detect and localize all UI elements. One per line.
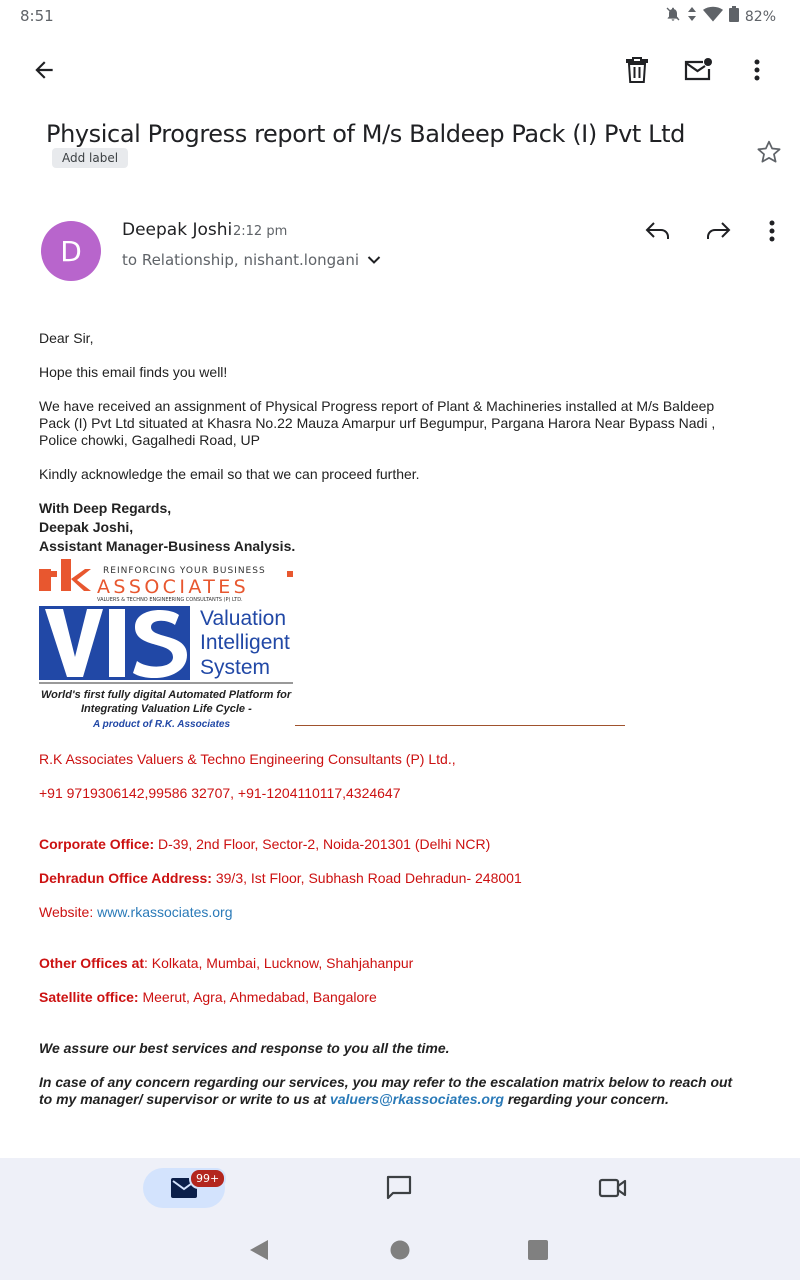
status-bar bbox=[0, 0, 800, 32]
more-vert-icon bbox=[769, 220, 775, 242]
battery-level: 82% bbox=[744, 8, 776, 25]
video-camera-icon bbox=[598, 1177, 628, 1199]
bottom-navigation bbox=[0, 1158, 800, 1220]
reply-button[interactable] bbox=[638, 211, 678, 251]
concern-email-link[interactable]: valuers@rkassociates.org bbox=[329, 1091, 504, 1107]
forward-button[interactable] bbox=[698, 211, 738, 251]
rk-tagline: REINFORCING YOUR BUSINESS bbox=[103, 566, 266, 576]
email-subject bbox=[46, 120, 746, 171]
signature-regards: With Deep Regards, bbox=[39, 500, 172, 516]
website-link[interactable]: www.rkassociates.org bbox=[97, 904, 233, 920]
dehradun-office-value: 39/3, Ist Floor, Subhash Road Dehradun- 248001 bbox=[211, 870, 522, 886]
chat-icon bbox=[385, 1174, 413, 1202]
dehradun-office-label: Dehradun Office Address: bbox=[39, 870, 212, 886]
email-body bbox=[39, 330, 739, 1125]
system-back-button[interactable] bbox=[247, 1238, 271, 1262]
website-label: Website: bbox=[39, 904, 98, 920]
assurance-text: We assure our best services and response to you all the time. bbox=[39, 1040, 450, 1056]
status-icons bbox=[665, 6, 776, 27]
satellite-office-value: Meerut, Agra, Ahmedabad, Bangalore bbox=[138, 989, 377, 1005]
chevron-down-icon bbox=[367, 255, 381, 265]
recipients-toggle[interactable] bbox=[122, 251, 381, 269]
system-navigation bbox=[0, 1220, 800, 1280]
other-offices-value: : Kolkata, Mumbai, Lucknow, Shahjahanpur bbox=[144, 955, 414, 971]
status-time: 8:51 bbox=[20, 7, 54, 25]
spacer bbox=[39, 938, 739, 955]
battery-icon bbox=[729, 6, 739, 27]
star-outline-icon bbox=[756, 139, 782, 165]
vis-line-3: System bbox=[200, 656, 271, 679]
recipients-text: to Relationship, nishant.longani bbox=[122, 251, 360, 269]
forward-icon bbox=[705, 221, 731, 241]
spacer bbox=[39, 819, 739, 836]
concern-post: regarding your concern. bbox=[503, 1091, 669, 1107]
sent-time: 2:12 pm bbox=[233, 224, 288, 239]
mark-unread-icon bbox=[683, 57, 713, 83]
dehradun-office bbox=[39, 870, 739, 887]
data-arrows-icon bbox=[687, 6, 697, 27]
add-label-chip[interactable]: Add label bbox=[52, 148, 128, 168]
sender-name: Deepak Joshi bbox=[122, 220, 233, 240]
rk-sub: VALUERS & TECHNO ENGINEERING CONSULTANTS (P) LTD. bbox=[97, 597, 243, 603]
spacer bbox=[39, 1023, 739, 1040]
company-logo bbox=[39, 557, 629, 735]
more-options-button[interactable] bbox=[737, 50, 777, 90]
notifications-off-icon bbox=[665, 6, 681, 27]
corporate-office bbox=[39, 836, 739, 853]
square-recents-icon bbox=[528, 1240, 548, 1260]
corporate-office-value: D-39, 2nd Floor, Sector-2, Noida-201301 (Delhi NCR) bbox=[154, 836, 491, 852]
star-button[interactable] bbox=[749, 132, 789, 172]
concern-text bbox=[39, 1074, 739, 1108]
system-home-button[interactable] bbox=[388, 1238, 412, 1262]
wifi-icon bbox=[703, 6, 723, 27]
other-offices bbox=[39, 955, 739, 972]
circle-home-icon bbox=[390, 1240, 410, 1260]
trash-icon bbox=[625, 57, 649, 83]
body-line-3: Kindly acknowledge the email so that we can proceed further. bbox=[39, 466, 420, 482]
vis-line-1: Valuation bbox=[200, 607, 287, 630]
rk-name: ASSOCIATES bbox=[97, 576, 250, 598]
app-bar bbox=[0, 40, 800, 100]
other-offices-label: Other Offices at bbox=[39, 955, 145, 971]
rk-vis-logo-image bbox=[39, 557, 299, 735]
logo-tagline-1: World's first fully digital Automated Platform for bbox=[41, 689, 292, 701]
greeting: Dear Sir, bbox=[39, 330, 94, 346]
nav-chat-tab[interactable] bbox=[378, 1168, 420, 1208]
delete-button[interactable] bbox=[617, 50, 657, 90]
logo-tagline-3: A product of R.K. Associates bbox=[93, 719, 231, 730]
company-name: R.K Associates Valuers & Techno Engineering Consultants (P) Ltd., bbox=[39, 751, 456, 767]
body-line-1: Hope this email finds you well! bbox=[39, 364, 228, 380]
body-line-2: We have received an assignment of Physical Progress report of Plant & Machineries installed at M/s Baldeep Pack (I) Pvt Ltd situated at Khasra No.22 Mauza Amarpur urf Begumpur, Pargana Harora Near Bypass Nadi , Police chowki, Gagalhedi Road, UP bbox=[39, 398, 716, 448]
back-button[interactable] bbox=[24, 50, 64, 90]
mail-unread-badge: 99+ bbox=[189, 1168, 226, 1189]
reply-icon bbox=[645, 221, 671, 241]
mark-unread-button[interactable] bbox=[678, 50, 718, 90]
more-vert-icon bbox=[754, 59, 760, 81]
arrow-back-icon bbox=[31, 57, 57, 83]
logo-tagline-2: Integrating Valuation Life Cycle - bbox=[81, 703, 252, 715]
company-phones[interactable]: +91 9719306142,99586 32707, +91-1204110117,4324647 bbox=[39, 785, 401, 801]
signature-divider bbox=[295, 725, 625, 726]
vis-line-2: Intelligent bbox=[200, 631, 290, 654]
concern-pre: In case of any concern regarding our services, you may refer to the escalation matrix below to reach out to my manager/ supervisor or write to us at bbox=[39, 1074, 733, 1107]
triangle-back-icon bbox=[249, 1239, 269, 1261]
website bbox=[39, 904, 739, 921]
message-more-button[interactable] bbox=[752, 211, 792, 251]
corporate-office-label: Corporate Office: bbox=[39, 836, 155, 852]
signature-title: Assistant Manager-Business Analysis. bbox=[39, 538, 296, 554]
subject-title: Physical Progress report of M/s Baldeep Pack (I) Pvt Ltd bbox=[46, 120, 685, 148]
signature-name: Deepak Joshi, bbox=[39, 519, 134, 535]
system-recents-button[interactable] bbox=[526, 1238, 550, 1262]
sender-avatar[interactable]: D bbox=[41, 221, 101, 281]
nav-meet-tab[interactable] bbox=[592, 1168, 634, 1208]
satellite-office bbox=[39, 989, 739, 1006]
nav-mail-tab[interactable] bbox=[143, 1168, 225, 1208]
satellite-office-label: Satellite office: bbox=[39, 989, 139, 1005]
